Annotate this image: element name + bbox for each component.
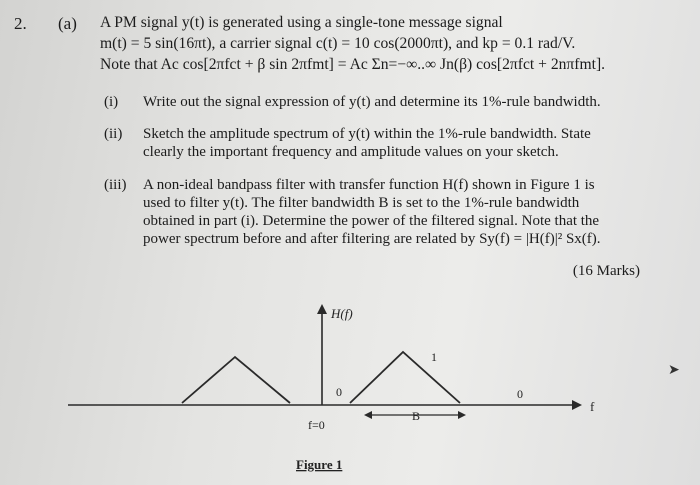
zero-label-left: 0 <box>336 385 342 399</box>
right-passband-triangle <box>350 352 460 403</box>
intro-line-1: A PM signal y(t) is generated using a single-tone message signal <box>100 14 503 31</box>
bandwidth-arrow-right-head <box>458 411 466 419</box>
marks-label: (16 Marks) <box>572 263 640 279</box>
intro-line-2: m(t) = 5 sin(16πt), a carrier signal c(t) = 10 cos(2000πt), and kp = 0.1 rad/V. <box>100 35 576 52</box>
question-number: 2. <box>14 14 27 33</box>
figure-caption: Figure 1 <box>296 457 343 472</box>
left-passband-triangle <box>182 357 290 403</box>
y-axis-arrowhead <box>317 304 327 314</box>
subpart-iii-text-1: A non-ideal bandpass filter with transfer function H(f) shown in Figure 1 is <box>143 177 595 193</box>
bandwidth-label: B <box>412 409 421 423</box>
subpart-iii-text-3: obtained in part (i). Determine the power of the filtered signal. Note that the <box>143 213 600 229</box>
x-axis-arrowhead <box>572 400 582 410</box>
part-label: (a) <box>58 14 77 33</box>
subpart-ii-text-2: clearly the important frequency and amplitude values on your sketch. <box>143 144 559 160</box>
subpart-i-text: Write out the signal expression of y(t) and determine its 1%-rule bandwidth. <box>143 94 601 110</box>
subpart-i-number: (i) <box>104 94 119 110</box>
origin-label: f=0 <box>308 418 325 432</box>
zero-label-right: 0 <box>517 387 523 401</box>
mouse-cursor-icon: ➤ <box>668 362 680 378</box>
bandwidth-arrow-left-head <box>364 411 372 419</box>
subpart-ii-number: (ii) <box>104 126 123 142</box>
x-axis-label: f <box>590 399 595 414</box>
peak-label: 1 <box>431 350 437 364</box>
y-axis-label: H(f) <box>331 306 353 321</box>
subpart-iii-number: (iii) <box>104 177 127 193</box>
subpart-iii-text-4: power spectrum before and after filtering are related by Sy(f) = |H(f)|² Sx(f). <box>143 231 601 247</box>
subpart-iii-text-2: used to filter y(t). The filter bandwidth B is set to the 1%-rule bandwidth <box>143 195 580 211</box>
subpart-ii-text-1: Sketch the amplitude spectrum of y(t) within the 1%-rule bandwidth. State <box>143 126 591 142</box>
intro-line-3: Note that Ac cos[2πfct + β sin 2πfmt] = Ac Σn=−∞..∞ Jn(β) cos[2πfct + 2nπfmt]. <box>100 56 606 73</box>
